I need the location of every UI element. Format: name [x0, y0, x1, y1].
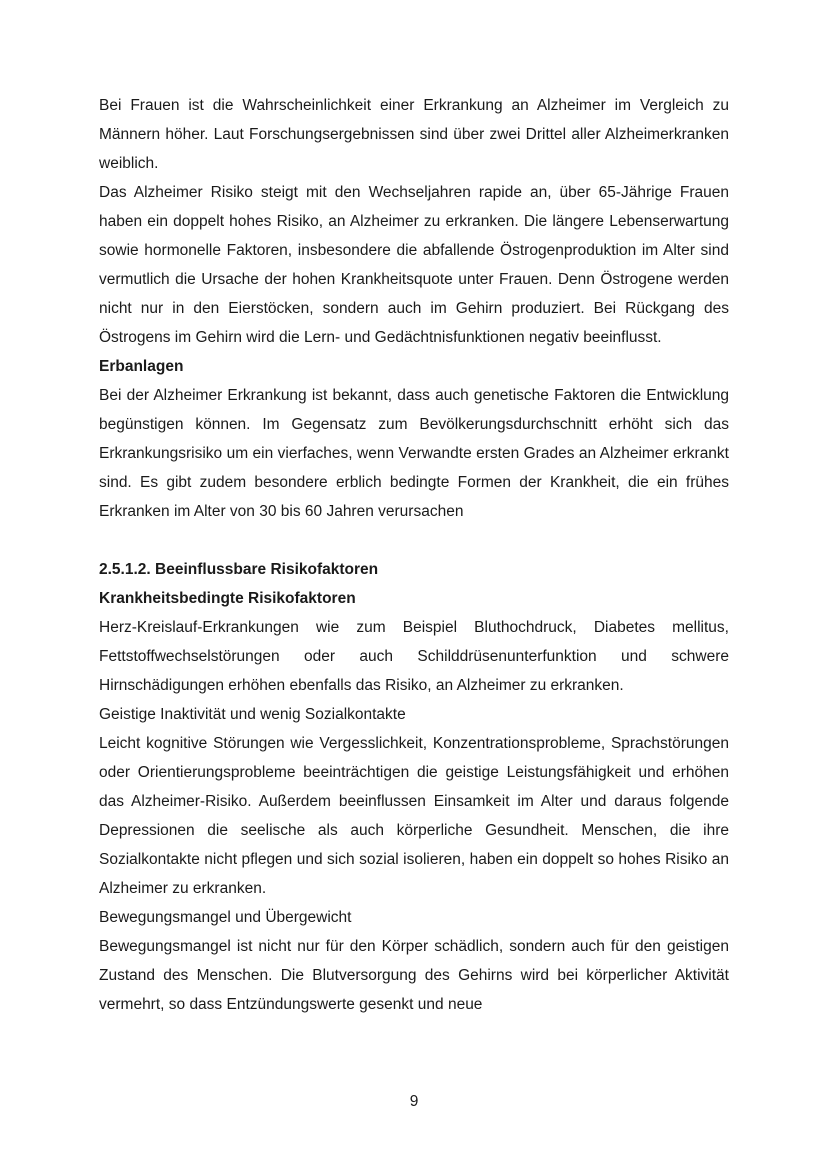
section-heading: 2.5.1.2. Beeinflussbare Risikofaktoren — [99, 561, 379, 578]
paragraph-inaktivitaet: Leicht kognitive Störungen wie Vergesslichkeit, Konzentrationsprobleme, Sprachstörungen oder Orientierungsprobleme beeinträchtigen die geistige Leistungsfähigkeit und erhöhen das Alzheimer-Risiko. Außerdem beeinflussen Einsamkeit im Alter und daraus folgende Depressionen die seelische als auch körperliche Gesundheit. Menschen, die ihre Sozialkontakte nicht pflegen und sich sozial isolieren, haben ein doppelt so hohes Risiko an Alzheimer zu erkranken. — [99, 735, 729, 897]
heading-erbanlagen: Erbanlagen — [99, 358, 184, 375]
heading-bewegung: Bewegungsmangel und Übergewicht — [99, 909, 352, 926]
section-spacer — [99, 526, 729, 555]
paragraph-frauen: Bei Frauen ist die Wahrscheinlichkeit einer Erkrankung an Alzheimer im Vergleich zu Männern höher. Laut Forschungsergebnissen sind über zwei Drittel aller Alzheimerkranken weiblich. — [99, 97, 729, 172]
paragraph-wechseljahre: Das Alzheimer Risiko steigt mit den Wechseljahren rapide an, über 65-Jährige Frauen haben ein doppelt hohes Risiko, an Alzheimer zu erkranken. Die längere Lebenserwartung sowie hormonelle Faktoren, insbesondere die abfallende Östrogenproduktion im Alter sind vermutlich die Ursache der hohen Krankheitsquote unter Frauen. Denn Östrogene werden nicht nur in den Eierstöcken, sondern auch im Gehirn produziert. Bei Rückgang des Östrogens im Gehirn wird die Lern- und Gedächtnisfunktionen negativ beeinflusst. — [99, 184, 729, 346]
paragraph-bewegung: Bewegungsmangel ist nicht nur für den Körper schädlich, sondern auch für den geistigen Zustand des Menschen. Die Blutversorgung des Gehirns wird bei körperlicher Aktivität vermehrt, so dass Entzündungswerte gesenkt und neue — [99, 938, 729, 1013]
page-number: 9 — [409, 1093, 419, 1110]
heading-inaktivitaet: Geistige Inaktivität und wenig Sozialkontakte — [99, 706, 406, 723]
paragraph-erbanlagen: Bei der Alzheimer Erkrankung ist bekannt, dass auch genetische Faktoren die Entwicklung begünstigen können. Im Gegensatz zum Bevölkerungsdurchschnitt erhöht sich das Erkrankungsrisiko um ein vierfaches, wenn Verwandte ersten Grades an Alzheimer erkrankt sind. Es gibt zudem besondere erblich bedingte Formen der Krankheit, die ein frühes Erkranken im Alter von 30 bis 60 Jahren verursachen — [99, 387, 729, 520]
heading-krankheitsbedingt: Krankheitsbedingte Risikofaktoren — [99, 590, 356, 607]
page-content — [99, 91, 729, 1019]
paragraph-krankheitsbedingt: Herz-Kreislauf-Erkrankungen wie zum Beispiel Bluthochdruck, Diabetes mellitus, Fettstoffwechselstörungen oder auch Schilddrüsenunterfunktion und schwere Hirnschädigungen erhöhen ebenfalls das Risiko, an Alzheimer zu erkranken. — [99, 619, 729, 694]
